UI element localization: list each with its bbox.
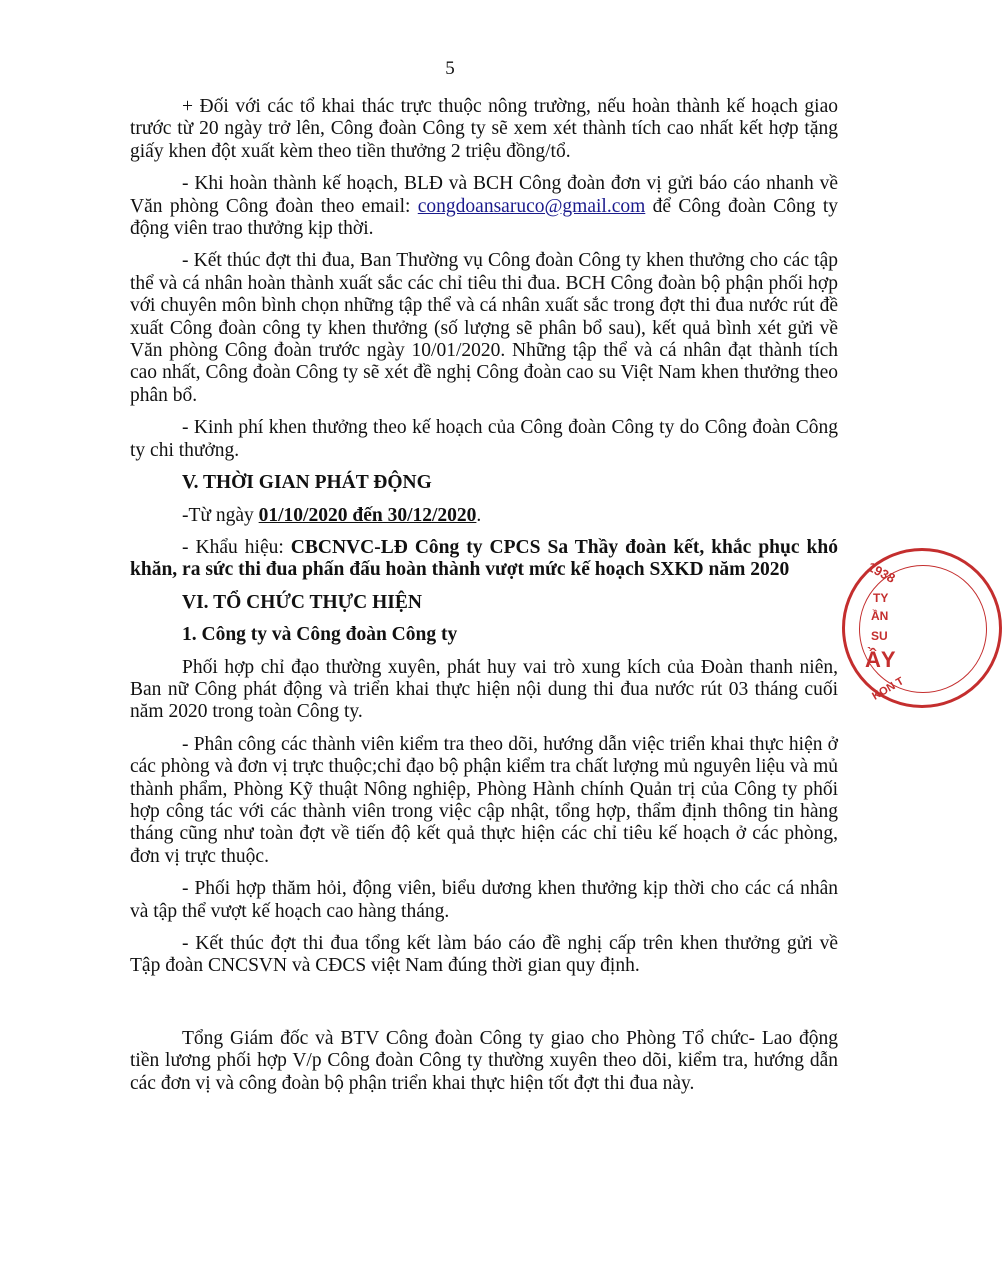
date-range: 01/10/2020 đến 30/12/2020 xyxy=(258,504,477,526)
subsection-1-heading: 1. Công ty và Công đoàn Công ty xyxy=(182,624,458,646)
document-body xyxy=(130,96,838,1105)
date-suffix: . xyxy=(476,504,482,526)
slogan-paragraph xyxy=(130,537,838,582)
section-vi-heading: VI. TỔ CHỨC THỰC HIỆN xyxy=(182,591,422,613)
slogan-text: CBCNVC-LĐ Công ty CPCS Sa Thầy đoàn kết, khắc phục khó khăn, ra sức thi đua phấn đấu hoàn thành vượt mức kế hoạch SXKD năm 2020 xyxy=(130,536,838,581)
company-seal xyxy=(842,548,1002,708)
funding-paragraph: - Kinh phí khen thưởng theo kế hoạch của Công đoàn Công ty do Công đoàn Công ty chi thưởng. xyxy=(130,417,838,461)
coordination-paragraph: Phối hợp chỉ đạo thường xuyên, phát huy vai trò xung kích của Đoàn thanh niên, Ban nữ Công phát động và triển khai thực hiện nội dung thi đua nước rút 03 tháng cuối năm 2020 trong toàn Công ty. xyxy=(130,656,838,723)
encouragement-paragraph: - Phối hợp thăm hỏi, động viên, biểu dương khen thưởng kịp thời cho các cá nhân và tập thể vượt kế hoạch cao hàng tháng. xyxy=(130,878,838,922)
email-link[interactable]: congdoansaruco@gmail.com xyxy=(417,195,646,217)
slogan-prefix: - Khẩu hiệu: xyxy=(182,536,291,558)
seal-text: ẦY xyxy=(865,647,896,672)
bonus-paragraph: + Đối với các tổ khai thác trực thuộc nông trường, nếu hoàn thành kế hoạch giao trước từ 20 ngày trở lên, Công đoàn Công ty sẽ xem xét thành tích cao nhất kết hợp tặng giấy khen đột xuất kèm theo tiền thưởng 2 triệu đồng/tổ. xyxy=(130,96,838,162)
page-number: 5 xyxy=(445,58,455,79)
seal-text: ẦN xyxy=(871,609,889,623)
report-text-end: để Công đoàn Công ty động viên trao thưởng kịp thời. xyxy=(130,195,838,240)
seal-text: 1938 xyxy=(865,559,898,586)
report-paragraph xyxy=(130,173,838,240)
seal-text: KON T xyxy=(870,675,906,703)
summary-paragraph: - Kết thúc đợt thi đua tổng kết làm báo cáo đề nghị cấp trên khen thưởng gửi về Tập đoàn CNCSVN và CĐCS việt Nam đúng thời gian quy định. xyxy=(130,933,838,977)
assignment-paragraph: - Phân công các thành viên kiểm tra theo dõi, hướng dẫn việc triển khai thực hiện ở các phòng và đơn vị trực thuộc;chỉ đạo bộ phận kiểm tra chất lượng mủ nguyên liệu và mủ thành phẩm, Phòng Kỹ thuật Nông nghiệp, Phòng Hành chính Quản trị của Công ty phối hợp công tác với các thành viên trong việc cập nhật, tổng hợp, thẩm định thông tin hàng tháng cũng như toàn đợt về tiến độ kết quả thực hiện các chỉ tiêu kế hoạch ở các phòng, đơn vị trực thuộc. xyxy=(130,733,838,867)
report-text: - Khi hoàn thành kế hoạch, BLĐ và BCH Công đoàn đơn vị gửi báo cáo nhanh về Văn phòng Công đoàn theo email: xyxy=(130,173,838,217)
closing-paragraph: Tổng Giám đốc và BTV Công đoàn Công ty giao cho Phòng Tổ chức- Lao động tiền lương phối hợp V/p Công đoàn Công ty thường xuyên theo dõi, kiểm tra, hướng dẫn các đơn vị và công đoàn bộ phận triển khai thực hiện tốt đợt thi đua này. xyxy=(130,1027,838,1094)
date-prefix: -Từ ngày xyxy=(182,504,259,526)
section-v-heading: V. THỜI GIAN PHÁT ĐỘNG xyxy=(182,472,432,494)
reward-paragraph: - Kết thúc đợt thi đua, Ban Thường vụ Công đoàn Công ty khen thưởng cho các tập thể và cá nhân hoàn thành xuất sắc các chỉ tiêu thi đua. BCH Công đoàn bộ phận phối hợp với chuyên môn bình chọn những tập thể và cá nhân xuất sắc trong đợt thi đua nước rút đề xuất Công đoàn công ty khen thưởng (số lượng sẽ phân bổ sau), kết quả bình xét gửi về Văn phòng Công đoàn trước ngày 10/01/2020. Những tập thể và cá nhân đạt thành tích cao nhất, Công đoàn Công ty sẽ xét đề nghị Công đoàn cao su Việt Nam khen thưởng theo phân bổ. xyxy=(130,250,838,406)
seal-text: SU xyxy=(871,629,888,643)
seal-text: TY xyxy=(873,591,889,605)
date-paragraph xyxy=(130,505,838,527)
